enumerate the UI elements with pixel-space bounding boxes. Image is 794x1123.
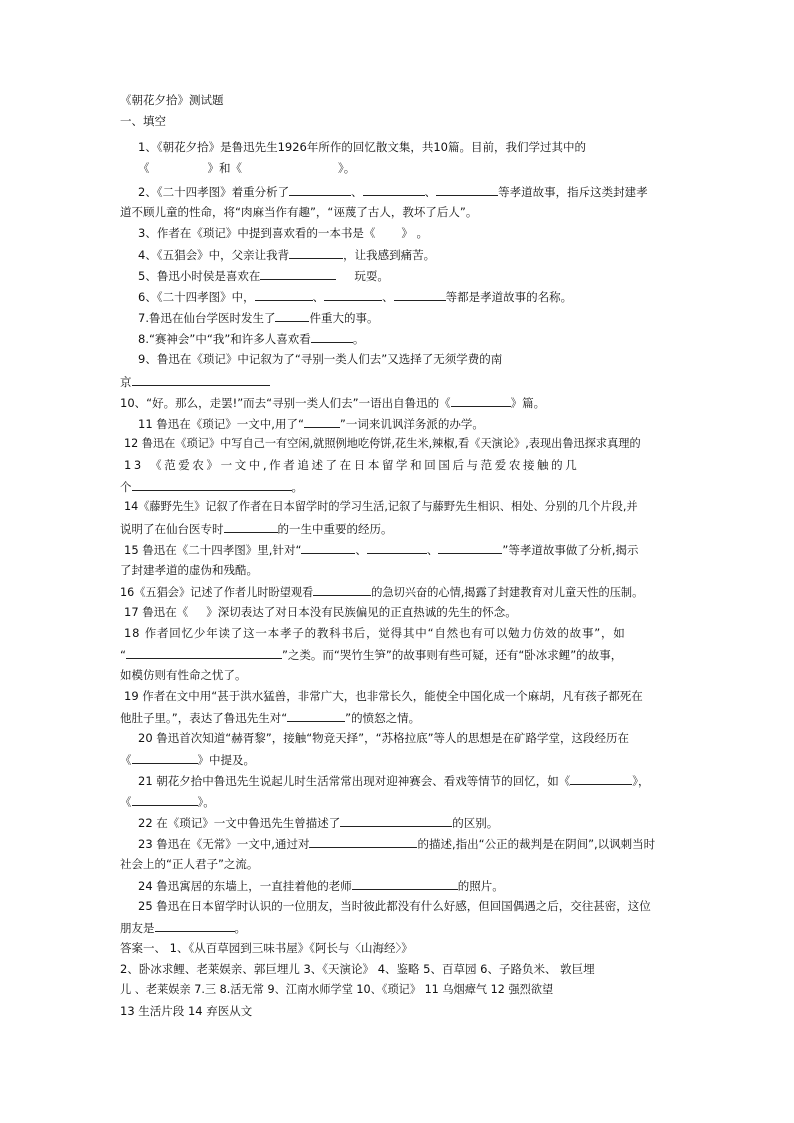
answers-line-2: 2、卧冰求鲤、老莱娱亲、郭巨埋儿 3、《天演论》 4、鉴略 5、百草园 6、子路负米、 敦巨埋: [120, 962, 595, 976]
question-9-line-1: 9、鲁迅在《琐记》中记叙为了“寻别一类人们去”又选择了无须学费的南: [138, 352, 503, 366]
blank-9[interactable]: [132, 373, 270, 386]
blank-11[interactable]: [304, 415, 340, 428]
question-25-line-2: 朋友是 。: [120, 921, 246, 935]
question-13-line-1: 13 《范爱农》一文中,作者追述了在日本留学和回国后与范爱农接触的几: [124, 458, 580, 472]
question-3: 3、作者在《琐记》中提到喜欢看的一本书是《 》 。: [138, 226, 428, 240]
question-19-line-2: 他肚子里。”，表达了鲁迅先生对“ ”的愤怒之情。: [120, 711, 421, 725]
question-1-line-1: 1、《朝花夕拾》是鲁迅先生1926年所作的回忆散文集，共10篇。目前，我们学过其中的: [138, 140, 586, 154]
section-heading-fill-in: 一、填空: [120, 114, 166, 128]
blank-24[interactable]: [352, 877, 458, 890]
blank-15b[interactable]: [367, 541, 427, 554]
question-22: 22 在《琐记》一文中鲁迅先生曾描述了 的区别。: [138, 816, 499, 830]
answers-line-3: 儿 、老莱娱亲 7.三 8.活无常 9、江南水师学堂 10、《琐记》 11 乌烟瘴气 12 强烈欲望: [120, 983, 554, 996]
question-20-line-2: 《 》中提及。: [120, 753, 255, 767]
question-8: 8.“赛神会”中“我”和许多人喜欢看 。: [138, 332, 365, 346]
blank-6a[interactable]: [255, 288, 313, 301]
blank-15c[interactable]: [438, 541, 502, 554]
question-21-line-2: 《 》。: [120, 795, 215, 809]
blank-15a[interactable]: [301, 541, 355, 554]
question-18-line-2: “ ”之类。而“哭竹生笋”的故事则有些可疑，还有“卧冰求鲤”的故事，: [120, 648, 623, 662]
question-18-line-3: 如模仿则有性命之忧了。: [120, 668, 247, 682]
question-24: 24 鲁迅寓居的东墙上，一直挂着他的老师 的照片。: [138, 879, 504, 893]
question-21-line-1: 21 朝花夕拾中鲁迅先生说起儿时生活常常出现对迎神赛会、看戏等情节的回忆，如《 》，: [138, 774, 650, 788]
question-4: 4、《五猖会》中，父亲让我背 ，让我感到痛苦。: [138, 248, 436, 262]
question-1-line-2: 《 》和《 》。: [138, 161, 356, 175]
blank-2b[interactable]: [363, 183, 425, 196]
blank-13[interactable]: [132, 478, 292, 491]
blank-10[interactable]: [451, 394, 511, 407]
document-title: 《朝花夕拾》测试题: [120, 93, 224, 107]
blank-6b[interactable]: [324, 288, 382, 301]
blank-23[interactable]: [309, 835, 417, 848]
question-14-line-2: 说明了在仙台医专时 的一生中重要的经历。: [120, 522, 393, 536]
blank-21a[interactable]: [570, 772, 632, 785]
blank-16[interactable]: [313, 583, 371, 596]
answers-line-1: 答案一、 1、《从百草园到三味书屋》《阿长与〈山海经〉》: [120, 941, 413, 955]
blank-18[interactable]: [126, 646, 282, 659]
blank-2c[interactable]: [436, 183, 498, 196]
question-15-line-2: 了封建孝道的虚伪和残酷。: [120, 563, 258, 577]
blank-14[interactable]: [224, 520, 278, 533]
question-6: 6、《二十四孝图》中， 、 、 等都是孝道故事的名称。: [138, 290, 573, 304]
blank-20[interactable]: [132, 751, 198, 764]
blank-19[interactable]: [287, 709, 345, 722]
question-2-line-1: 2、《二十四孝图》着重分析了 、 、 等孝道故事，指斥这类封建孝: [138, 185, 648, 199]
question-9-line-2: 京: [120, 373, 270, 390]
question-15-line-1: 15 鲁迅在《二十四孝图》里,针对“ 、 、 ”等孝道故事做了分析,揭示: [124, 543, 639, 557]
blank-6c[interactable]: [394, 288, 446, 301]
question-23-line-1: 23 鲁迅在《无常》一文中,通过对 的描述,指出“公正的裁判是在阴间”,以讽刺当时: [138, 837, 656, 851]
blank-5[interactable]: [260, 267, 336, 280]
question-14-line-1: 14《藤野先生》记叙了作者在日本留学时的学习生活,记叙了与藤野先生相识、相处、分别的几个片段,并: [124, 500, 638, 513]
question-10: 10、“好。那么，走罢!”而去“寻别一类人们去”一语出自鲁迅的《 》篇。: [120, 396, 546, 410]
question-12: 12 鲁迅在《琐记》中写自己一有空闲,就照例地吃侉饼,花生米,辣椒,看《天演论》,表现出鲁迅探求真理的: [124, 437, 641, 450]
question-17: 17 鲁迅在《 》深切表达了对日本没有民族偏见的正直热诚的先生的怀念。: [124, 605, 517, 619]
question-23-line-2: 社会上的“正人君子”之流。: [120, 857, 259, 871]
blank-21b[interactable]: [132, 793, 198, 806]
question-2-line-2: 道不顾儿童的性命，将“肉麻当作有趣”，“诬蔑了古人，教坏了后人”。: [120, 205, 478, 219]
question-5: 5、鲁迅小时侯是喜欢在 玩耍。: [138, 269, 389, 283]
question-19-line-1: 19 作者在文中用“甚于洪水猛兽，非常广大，也非常长久，能使全中国化成一个麻胡，凡有孩子都死在: [124, 689, 643, 703]
question-7: 7.鲁迅在仙台学医时发生了 件重大的事。: [138, 311, 379, 325]
blank-25[interactable]: [155, 919, 235, 932]
question-16: 16《五猖会》记述了作者儿时盼望观看 的急切兴奋的心情,揭露了封建教育对儿童天性的压制。: [120, 583, 643, 601]
blank-8[interactable]: [311, 330, 353, 343]
question-13-line-2: 个 。: [120, 480, 303, 494]
blank-4[interactable]: [289, 246, 343, 259]
question-25-line-1: 25 鲁迅在日本留学时认识的一位朋友，当时彼此都没有什么好感，但回国偶遇之后，交往甚密，这位: [138, 899, 651, 913]
question-11: 11 鲁迅在《琐记》一文中,用了“ ”一词来讥讽洋务派的办学。: [138, 417, 484, 431]
blank-7[interactable]: [275, 309, 309, 322]
question-20-line-1: 20 鲁迅首次知道“赫胥黎”，接触“物竞天择”，“苏格拉底”等人的思想是在矿路学堂，这段经历在: [138, 731, 630, 745]
answers-line-4: 13 生活片段 14 弃医从文: [120, 1004, 253, 1018]
blank-2a[interactable]: [289, 183, 351, 196]
question-18-line-1: 18 作者回忆少年读了这一本孝子的教科书后，觉得其中“自然也有可以勉力仿效的故事”，如: [124, 626, 626, 640]
blank-22[interactable]: [340, 814, 452, 827]
